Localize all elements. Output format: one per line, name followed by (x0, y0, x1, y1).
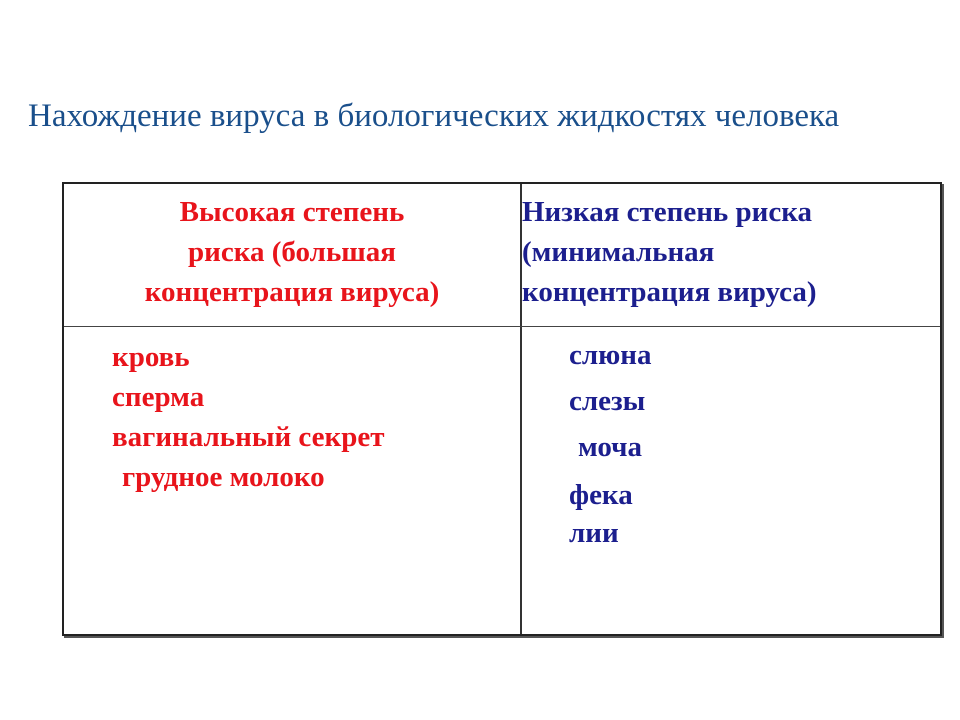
slide-title: Нахождение вируса в биологических жидкостях человека (28, 98, 840, 134)
high-risk-item: сперма (112, 381, 205, 413)
high-risk-item: грудное молоко (122, 461, 325, 493)
low-risk-item: слезы (569, 385, 646, 417)
low-risk-item: лии (569, 517, 619, 549)
low-risk-header-line: (минимальная (522, 236, 715, 268)
high-risk-header (64, 192, 520, 312)
high-risk-header-line: Высокая степень (179, 196, 405, 228)
low-risk-header-line: концентрация вируса) (522, 276, 817, 308)
low-risk-header (522, 192, 940, 312)
row-divider (64, 326, 940, 327)
high-risk-item: вагинальный секрет (112, 421, 385, 453)
low-risk-item: фека (569, 479, 633, 511)
low-risk-item: слюна (569, 339, 652, 371)
high-risk-item: кровь (112, 341, 190, 373)
high-risk-header-line: риска (большая (188, 236, 396, 268)
risk-table (62, 182, 942, 636)
low-risk-item: моча (578, 431, 642, 463)
high-risk-header-line: концентрация вируса) (144, 276, 440, 308)
low-risk-header-line: Низкая степень риска (522, 196, 812, 228)
